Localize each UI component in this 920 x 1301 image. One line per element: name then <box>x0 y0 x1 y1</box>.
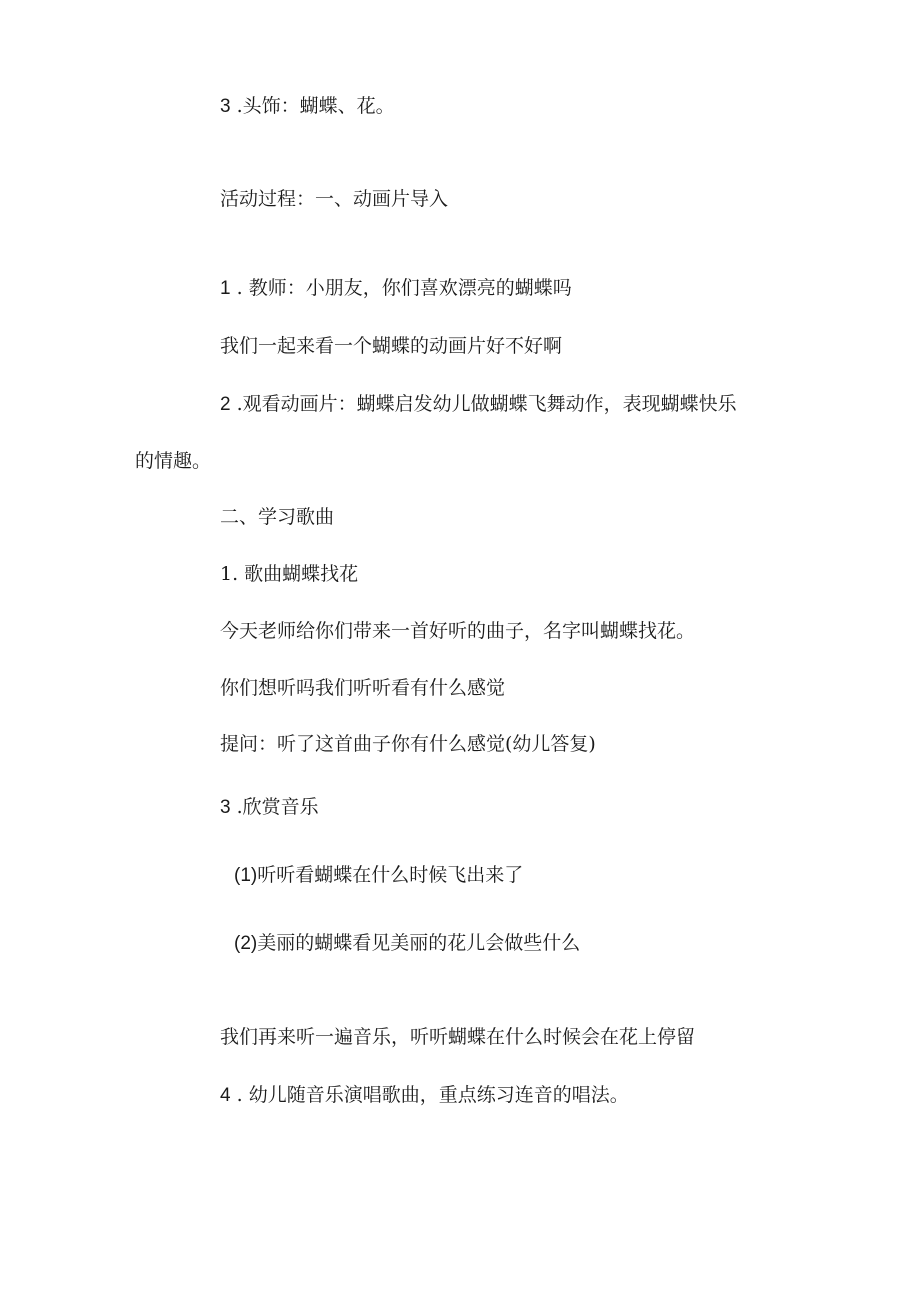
item-number: 1 <box>220 278 231 299</box>
paragraph-line: 我们一起来看一个蝴蝶的动画片好不好啊 <box>220 335 563 357</box>
paragraph-continuation: 的情趣。 <box>135 450 212 472</box>
item-number: 3 <box>220 797 231 818</box>
paragraph-line: 你们想听吗我们听听看有什么感觉 <box>220 677 506 699</box>
item-number: 4 <box>220 1085 231 1106</box>
step-item-3 <box>0 794 920 821</box>
item-text: . 幼儿随音乐演唱歌曲，重点练习连音的唱法。 <box>230 1084 629 1106</box>
subsection-heading: 1. 歌曲蝴蝶找花 <box>220 563 359 585</box>
materials-item-3 <box>0 93 920 120</box>
item-number: (1) <box>234 865 258 886</box>
paragraph-line: 提问：听了这首曲子你有什么感觉(幼儿答复) <box>220 733 596 755</box>
step-item-1 <box>0 275 920 302</box>
step-item-4 <box>0 1082 920 1109</box>
question-item-1 <box>0 862 920 889</box>
question-item-2 <box>0 930 920 957</box>
item-number: (2) <box>234 933 258 954</box>
item-text: 听听看蝴蝶在什么时候飞出来了 <box>257 864 524 886</box>
section-heading-learn-song: 二、学习歌曲 <box>220 506 335 528</box>
paragraph-line: 今天老师给你们带来一首好听的曲子，名字叫蝴蝶找花。 <box>220 620 696 642</box>
item-number: 2 <box>220 394 231 415</box>
item-text: .头饰：蝴蝶、花。 <box>230 95 395 117</box>
item-text: . 教师：小朋友，你们喜欢漂亮的蝴蝶吗 <box>230 277 572 299</box>
item-text: .观看动画片：蝴蝶启发幼儿做蝴蝶飞舞动作，表现蝴蝶快乐 <box>230 393 737 415</box>
item-text: .欣赏音乐 <box>230 796 319 818</box>
item-text: 美丽的蝴蝶看见美丽的花儿会做些什么 <box>257 932 581 954</box>
paragraph-line: 我们再来听一遍音乐，听听蝴蝶在什么时候会在花上停留 <box>220 1026 696 1048</box>
item-number: 3 <box>220 96 231 117</box>
section-heading-activity-process: 活动过程：一、动画片导入 <box>220 188 449 210</box>
step-item-2 <box>0 391 920 418</box>
